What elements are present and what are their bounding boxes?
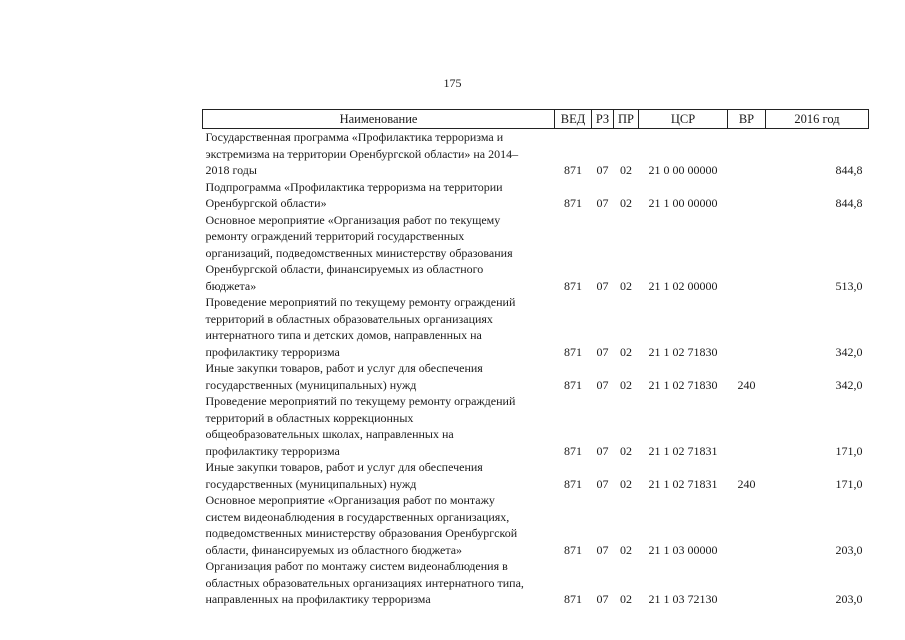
row-csr: 21 1 02 71830: [648, 377, 718, 392]
row-vr: [728, 393, 766, 459]
table-header: [203, 110, 869, 129]
row-vr: 240: [737, 377, 756, 392]
table-body: [203, 129, 869, 608]
header-pr: ПР: [614, 110, 639, 129]
row-amount: 342,0: [835, 377, 863, 392]
row-amount: 844,8: [835, 163, 863, 177]
row-csr: 21 1 02 71831: [648, 476, 718, 491]
table-row: [203, 129, 869, 179]
header-vr: ВР: [728, 110, 766, 129]
row-pr: 02: [620, 476, 632, 491]
row-ved: 871: [564, 344, 582, 359]
row-name: Основное мероприятие «Организация работ по текущему ремонту ограждений территорий государственных организаций, подведомственных министерству образования Оренбургской области, финансируемых из областного бюджета»: [205, 212, 513, 293]
row-amount: 203,0: [835, 542, 863, 557]
table-row: [203, 492, 869, 558]
row-vr: [728, 212, 766, 295]
row-name: Государственная программа «Профилактика терроризма и экстремизма на территории Оренбургской области» на 2014– 2018 годы: [205, 130, 519, 177]
row-name: Иные закупки товаров, работ и услуг для обеспечения государственных (муниципальных) нужд: [205, 361, 483, 392]
row-name: Основное мероприятие «Организация работ по монтажу систем видеонаблюдения в государственных организациях, подведомственных министерству образования Оренбургской области, финансируемых из областного бюджета»: [205, 493, 518, 557]
row-rz: 07: [596, 592, 609, 606]
row-ved: 871: [564, 163, 582, 177]
row-pr: 02: [620, 163, 632, 177]
header-year: 2016 год: [766, 110, 869, 129]
row-pr: 02: [620, 377, 632, 392]
table-row: [203, 212, 869, 295]
row-rz: 07: [596, 196, 609, 210]
row-rz: 07: [596, 344, 609, 359]
page-number: 175: [443, 76, 462, 90]
row-pr: 02: [620, 344, 632, 359]
row-rz: 07: [596, 542, 609, 557]
row-name: Иные закупки товаров, работ и услуг для обеспечения государственных (муниципальных) нужд: [205, 460, 483, 491]
row-ved: 871: [564, 377, 582, 392]
row-pr: 02: [620, 542, 632, 557]
table-row: [203, 558, 869, 608]
row-name: Организация работ по монтажу систем видеонаблюдения в областных образовательных организациях интернатного типа, направленных на профилактику терроризма: [205, 559, 524, 606]
row-csr: 21 1 00 00000: [648, 196, 718, 210]
row-vr: [728, 294, 766, 360]
row-csr: 21 1 02 71830: [648, 344, 718, 359]
header-csr: ЦСР: [639, 110, 728, 129]
row-name: Проведение мероприятий по текущему ремонту ограждений территорий в областных коррекционных общеобразовательных школах, направленных на профилактику терроризма: [205, 394, 516, 458]
row-ved: 871: [564, 476, 582, 491]
row-amount: 171,0: [835, 443, 863, 458]
row-vr: [728, 129, 766, 179]
row-rz: 07: [596, 377, 609, 392]
header-row: [203, 110, 869, 129]
row-ved: 871: [564, 542, 582, 557]
row-name: Проведение мероприятий по текущему ремонту ограждений территорий в областных образовательных организациях интернатного типа и детских домов, направленных на профилактику терроризма: [205, 295, 516, 359]
row-ved: 871: [564, 278, 582, 293]
header-ved: ВЕД: [555, 110, 592, 129]
header-rz: РЗ: [592, 110, 614, 129]
row-csr: 21 1 03 00000: [648, 542, 718, 557]
header-name: Наименование: [203, 110, 555, 129]
table-row: [203, 294, 869, 360]
row-amount: 342,0: [835, 344, 863, 359]
row-vr: 240: [737, 476, 756, 491]
row-rz: 07: [596, 443, 609, 458]
row-rz: 07: [596, 278, 609, 293]
row-csr: 21 0 00 00000: [648, 163, 718, 177]
row-csr: 21 1 03 72130: [648, 592, 718, 606]
row-csr: 21 1 02 71831: [648, 443, 718, 458]
row-pr: 02: [620, 443, 632, 458]
row-name: Подпрограмма «Профилактика терроризма на территории Оренбургской области»: [205, 179, 503, 210]
row-vr: [728, 492, 766, 558]
row-vr: [728, 558, 766, 608]
row-rz: 07: [596, 163, 609, 177]
row-amount: 513,0: [835, 278, 863, 293]
row-amount: 844,8: [835, 196, 863, 210]
budget-table: [202, 109, 869, 608]
row-rz: 07: [596, 476, 609, 491]
row-amount: 203,0: [835, 592, 863, 606]
table-row: [203, 360, 869, 393]
row-ved: 871: [564, 443, 582, 458]
row-ved: 871: [564, 592, 582, 606]
row-pr: 02: [620, 592, 632, 606]
table-row: [203, 393, 869, 459]
row-pr: 02: [620, 196, 632, 210]
row-amount: 171,0: [835, 476, 863, 491]
row-vr: [728, 179, 766, 212]
table-row: [203, 179, 869, 212]
row-pr: 02: [620, 278, 632, 293]
row-csr: 21 1 02 00000: [648, 278, 718, 293]
row-ved: 871: [564, 196, 582, 210]
table-row: [203, 459, 869, 492]
